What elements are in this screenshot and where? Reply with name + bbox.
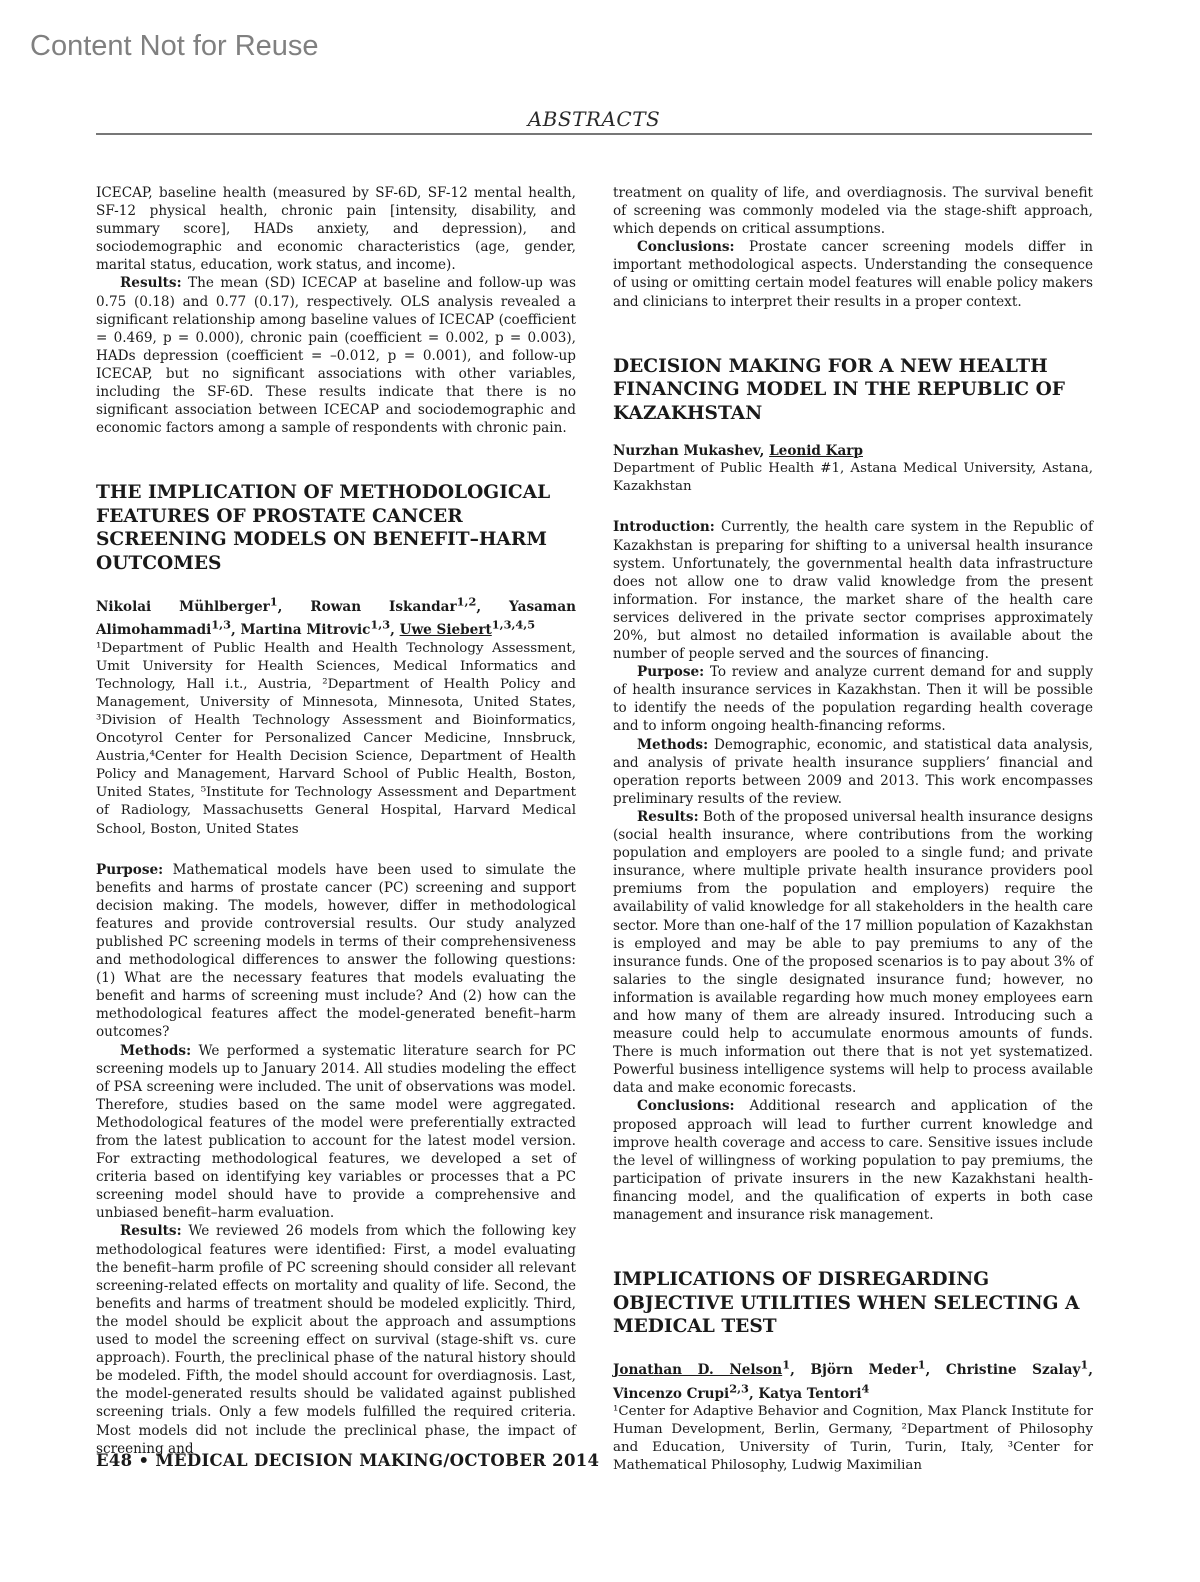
article-title: THE IMPLICATION OF METHODOLOGICAL FEATURES OF PROSTATE CANCER SCREENING MODELS ON BENEFIT–HARM OUTCOMES bbox=[96, 482, 551, 574]
author: Martina Mitrovic$^{1,3}$, bbox=[240, 617, 400, 639]
author-presenting: Jonathan D. Nelson$^1$, bbox=[613, 1357, 811, 1379]
page-number: E48 bbox=[96, 1451, 133, 1470]
left-column bbox=[96, 184, 576, 1458]
author: Vincenzo Crupi$^{2,3}$, bbox=[613, 1381, 759, 1402]
continuation-text-right: treatment on quality of life, and overdiagnosis. The survival benefit of screening was commonly modeled via the stage-shift approach, which depends on critical assumptions. bbox=[613, 185, 1093, 238]
article2-authors bbox=[613, 442, 1093, 460]
article2-affiliations: Department of Public Health #1, Astana Medical University, Astana, Kazakhstan bbox=[613, 461, 1093, 495]
author: Rowan Iskandar$^{1,2}$, bbox=[310, 594, 510, 615]
journal-issue: MEDICAL DECISION MAKING/OCTOBER 2014 bbox=[155, 1451, 600, 1470]
methods-paragraph-2: Methods: Demographic, economic, and statistical data analysis, and analysis of private health insurance suppliers’ financial and operation reports between 2009 and 2013. This work encompasses preliminary results of the review. bbox=[613, 736, 1093, 807]
results-text: The mean (SD) ICECAP at baseline and follow-up was 0.75 (0.18) and 0.77 (0.17), respectively. OLS analysis revealed a significant relationship among baseline values of ICECAP (coefficient = 0.469, p = 0.000), chronic pain (coefficient = 0.002, p = 0.003), HADs depression (coefficient = –0.012, p = 0.001), and follow-up ICECAP, but no significant associations with other variables, including the SF-6D. These results indicate that there is no significant association between ICECAP and sociodemographic and economic factors among a sample of respondents with chronic pain. bbox=[96, 275, 576, 437]
author: Christine Szalay$^1$, bbox=[945, 1357, 1094, 1379]
conclusions-paragraph-2: Conclusions: Additional research and application of the proposed approach will lead to further current knowledge and improve health coverage and access to care. Sensitive issues include the level of willingness of working population to pay premiums, the participation of private insurers in the new Kazakhstani health-financing model, and the qualification of experts in both case management and insurance risk management. bbox=[613, 1098, 1093, 1223]
article3-affiliations: ¹Center for Adaptive Behavior and Cognition, Max Planck Institute for Human Development, Berlin, Germany, ²Department of Philosophy and Education, University of Turin, Turin, Italy, ³Center for Mathematical Philosophy, Ludwig Maximilian bbox=[613, 1403, 1093, 1474]
article-authors bbox=[96, 592, 576, 639]
author-presenting: Uwe Siebert$^{1,3,4,5}$ bbox=[399, 617, 536, 639]
author: Nikolai Mühlberger$^1$, bbox=[96, 594, 311, 615]
author: Katya Tentori$^4$ bbox=[758, 1381, 870, 1402]
footer-bullet: • bbox=[138, 1451, 150, 1470]
purpose-paragraph-2: Purpose: To review and analyze current demand for and supply of health insurance services in Kazakhstan. Then it will be possible to identify the needs of the population regarding health coverage and to inform ongoing health-financing reforms. bbox=[613, 664, 1093, 735]
results-paragraph-3: Results: Both of the proposed universal health insurance designs (social health insurance, where contributions from the working population and employers are pooled to a single fund; and private insurance, where multiple private health insurance providers pool premiums from the population and employers) require the availability of valid knowledge for all stakeholders in the health care sector. More than one-half of the 17 million population of Kazakhstan is employed and may be able to pay premiums to any of the insurance funds. One of the proposed scenarios is to pay about 3% of salaries to the single designated insurance fund; however, no information is available regarding how much money employees earn and how many of them are already insured. Introducing such a measure could help to accumulate enormous amounts of funds. There is much information out there that is not yet systematized. Powerful business intelligence systems will help to process available data and make economic forecasts. bbox=[613, 808, 1093, 1097]
right-column bbox=[613, 184, 1093, 1475]
results-paragraph-2: Results: We reviewed 26 models from which the following key methodological features were identified: First, a model evaluating the benefit–harm profile of PC screening should consider all relevant screening-related effects on mortality and quality of life. Second, the benefits and harms of treatment should be modeled explicitly. Third, the model should be explicit about the approach and assumptions used to model the screening effect on survival (stage-shift vs. cure approach). Fourth, the preclinical phase of the natural history should be modeled. Fifth, the model should account for overdiagnosis. Last, the model-generated results should be validated against published screening trials. Only a few models fulfilled the required criteria. Most models did not include the preclinical phase, the impact of screening and bbox=[96, 1223, 576, 1457]
page-header-title: ABSTRACTS bbox=[527, 107, 661, 131]
article2-title: DECISION MAKING FOR A NEW HEALTH FINANCING MODEL IN THE REPUBLIC OF KAZAKHSTAN bbox=[613, 355, 1065, 424]
header-rule bbox=[96, 133, 1092, 135]
results-label: Results: bbox=[120, 275, 182, 292]
methods-paragraph: Methods: We performed a systematic literature search for PC screening models up to January 2014. All studies modeling the effect of PSA screening were included. The unit of observations was model. Therefore, studies based on the same model were aggregated. Methodological features of the model were preferentially extracted from the latest publication to account for the latest model version. For extracting methodological features, we developed a set of criteria based on identifying key variables or processes that a PC screening model should have to provide a comprehensive and unbiased benefit–harm evaluation. bbox=[96, 1042, 577, 1222]
author: Yasaman Alimohammadi$^{1,3}$, bbox=[96, 598, 577, 639]
author: Björn Meder$^1$, bbox=[810, 1357, 946, 1379]
author-presenting: Leonid Karp bbox=[769, 443, 863, 460]
conclusions-paragraph: Conclusions: Prostate cancer screening models differ in important methodological aspects. Understanding the consequence of using or omitting certain model features will enable policy makers and clinicians to interpret their results in a proper context. bbox=[613, 239, 1093, 310]
article3-title: IMPLICATIONS OF DISREGARDING OBJECTIVE UTILITIES WHEN SELECTING A MEDICAL TEST bbox=[613, 1269, 1080, 1338]
article-affiliations: ¹Department of Public Health and Health Technology Assessment, Umit University for Health Sciences, Medical Informatics and Technology, Hall i.t., Austria, ²Department of Health Policy and Management, University of Minnesota, Minnesota, United States, ³Division of Health Technology Assessment and Bioinformatics, Oncotyrol Center for Personalized Cancer Medicine, Innsbruck, Austria,⁴Center for Health Decision Science, Department of Health Policy and Management, Harvard School of Public Health, Boston, United States, ⁵Institute for Technology Assessment and Department of Radiology, Massachusetts General Hospital, Harvard Medical School, Boston, United States bbox=[96, 640, 576, 837]
article3-authors bbox=[613, 1356, 1093, 1403]
continuation-text: ICECAP, baseline health (measured by SF-6D, SF-12 mental health, SF-12 physical health, chronic pain [intensity, disability, and summary score], HADs anxiety, and depression), and sociodemographic and economic characteristics (age, gender, marital status, education, work status, and income). bbox=[96, 185, 576, 274]
page-footer bbox=[96, 1451, 599, 1470]
results-paragraph bbox=[96, 274, 576, 437]
watermark: Content Not for Reuse bbox=[30, 30, 319, 62]
author: Nurzhan Mukashev, bbox=[613, 443, 770, 460]
purpose-paragraph: Purpose: Mathematical models have been used to simulate the benefits and harms of prostate cancer (PC) screening and support decision making. The models, however, differ in methodological features and provide controversial results. Our study analyzed published PC screening models in terms of their comprehensiveness and methodological differences to answer the following questions: (1) What are the necessary features that models evaluating the benefit and harms of screening must include? And (2) how can the methodological features affect the model-generated benefit–harm outcomes? bbox=[96, 861, 576, 1041]
introduction-paragraph: Introduction: Currently, the health care system in the Republic of Kazakhstan is preparing for shifting to a universal health insurance system. Unfortunately, the governmental health data infrastructure does not allow one to draw valid knowledge from the present information. For instance, the market share of the health care services delivered in the private sector comprises approximately 20%, but almost no detailed information is available about the number of people served and the sources of financing. bbox=[613, 519, 1094, 663]
